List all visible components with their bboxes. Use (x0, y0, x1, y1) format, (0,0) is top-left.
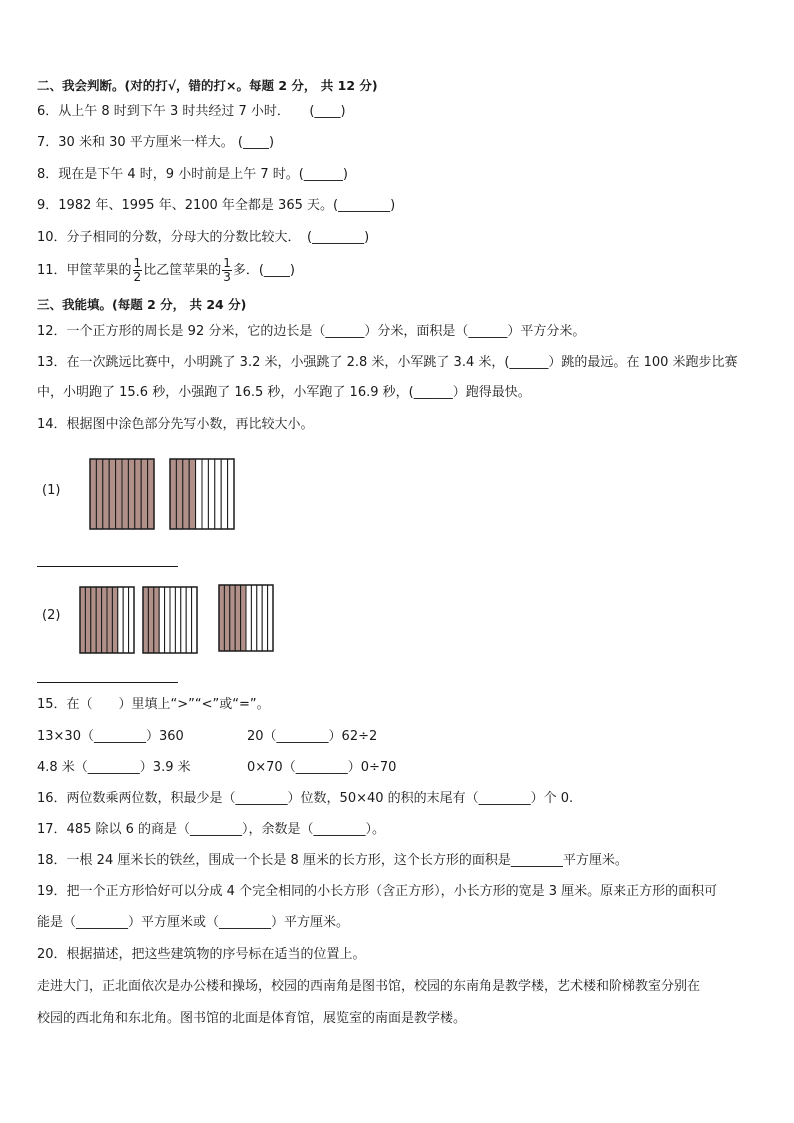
unshaded-strip (123, 587, 128, 653)
shaded-strip (112, 587, 117, 653)
unshaded-strip (175, 587, 180, 653)
question-19-line1: 19．把一个正方形恰好可以分成 4 个完全相同的小长方形（含正方形），小长方形的宽是 3 厘米。原来正方形的面积可 (37, 884, 718, 899)
shaded-strip (90, 459, 96, 529)
unshaded-strip (257, 585, 262, 651)
unshaded-strip (118, 587, 123, 653)
shaded-strip (135, 459, 141, 529)
fraction-half (133, 257, 143, 284)
strip-figure-2c (218, 584, 274, 652)
unshaded-strip (251, 585, 256, 651)
shaded-strip (102, 587, 107, 653)
question-20-description-line2: 校园的西北角和东北角。图书馆的北面是体育馆，展览室的南面是教学楼。 (37, 1011, 467, 1026)
shaded-strip (189, 459, 195, 529)
question-15: 15．在（ ）里填上“>”“<”或“=”。 (37, 697, 270, 712)
section-fill-heading: 三、我能填。(每题 2 分， 共 24 分) (37, 297, 247, 312)
question-11-prefix: 11．甲筐苹果的 (37, 263, 132, 278)
unshaded-strip (170, 587, 175, 653)
shaded-strip (230, 585, 235, 651)
unshaded-strip (228, 459, 234, 529)
question-8: 8．现在是下午 4 时，9 小时前是上午 7 时。(______) (37, 167, 348, 182)
unshaded-strip (221, 459, 227, 529)
question-15-item-c: 4.8 米（________）3.9 米 (37, 760, 191, 775)
question-17: 17．485 除以 6 的商是（________），余数是（________）。 (37, 822, 386, 837)
shaded-strip (85, 587, 90, 653)
shaded-strip (224, 585, 229, 651)
unshaded-strip (202, 459, 208, 529)
shaded-strip (109, 459, 115, 529)
unshaded-strip (129, 587, 134, 653)
unshaded-strip (246, 585, 251, 651)
fraction-half-denominator: 2 (133, 270, 142, 284)
question-19-line2: 能是（________）平方厘米或（________）平方厘米。 (37, 915, 350, 930)
shaded-strip (143, 587, 148, 653)
shaded-strip (176, 459, 182, 529)
question-11 (37, 256, 295, 286)
question-12: 12．一个正方形的周长是 92 分米，它的边长是（______）分米，面积是（______）平方分米。 (37, 324, 586, 339)
unshaded-strip (165, 587, 170, 653)
unshaded-strip (186, 587, 191, 653)
question-10: 10．分子相同的分数，分母大的分数比较大． (________) (37, 230, 370, 245)
question-9: 9．1982 年、1995 年、2100 年全都是 365 天。(________) (37, 198, 396, 213)
shaded-strip (128, 459, 134, 529)
shaded-strip (96, 587, 101, 653)
figure-set-1-label: (1) (42, 483, 61, 498)
fraction-half-numerator: 1 (133, 256, 142, 270)
question-15-item-d: 0×70（________）0÷70 (247, 760, 397, 775)
answer-rule-1 (37, 566, 178, 567)
shaded-strip (80, 587, 85, 653)
question-11-mid: 比乙筐苹果的 (143, 263, 222, 278)
fraction-third (222, 257, 232, 284)
question-20-description-line1: 走进大门，正北面依次是办公楼和操场，校园的西南角是图书馆，校园的东南角是教学楼，艺术楼和阶梯教室分别在 (37, 979, 701, 994)
question-18: 18．一根 24 厘米长的铁丝，围成一个长是 8 厘米的长方形，这个长方形的面积是________平方厘米。 (37, 853, 628, 868)
unshaded-strip (268, 585, 273, 651)
shaded-strip (96, 459, 102, 529)
section-judge-heading: 二、我会判断。(对的打√，错的打×。每题 2 分， 共 12 分) (37, 78, 378, 93)
unshaded-strip (215, 459, 221, 529)
question-15-item-b: 20（________）62÷2 (247, 729, 378, 744)
strip-figure-1a (89, 458, 155, 530)
question-7: 7．30 米和 30 平方厘米一样大。 (____) (37, 135, 275, 150)
question-6: 6．从上午 8 时到下午 3 时共经过 7 小时． (____) (37, 104, 346, 119)
shaded-strip (122, 459, 128, 529)
question-11-suffix: 多．(____) (232, 263, 295, 278)
shaded-strip (235, 585, 240, 651)
answer-rule-2 (37, 682, 178, 683)
shaded-strip (107, 587, 112, 653)
fraction-third-denominator: 3 (223, 270, 231, 284)
shaded-strip (219, 585, 224, 651)
shaded-strip (154, 587, 159, 653)
shaded-strip (116, 459, 122, 529)
shaded-strip (91, 587, 96, 653)
strip-figure-2a (79, 586, 135, 654)
question-15-item-a: 13×30（________）360 (37, 729, 184, 744)
shaded-strip (148, 459, 154, 529)
question-16: 16．两位数乘两位数，积最少是（________）位数，50×40 的积的末尾有（________）个 0. (37, 791, 574, 806)
shaded-strip (148, 587, 153, 653)
unshaded-strip (181, 587, 186, 653)
question-13-line2: 中，小明跑了 15.6 秒，小强跑了 16.5 秒，小军跑了 16.9 秒，(______）跑得最快。 (37, 385, 531, 400)
unshaded-strip (196, 459, 202, 529)
shaded-strip (141, 459, 147, 529)
strip-figure-1b (169, 458, 235, 530)
strip-figure-2b (142, 586, 198, 654)
unshaded-strip (208, 459, 214, 529)
shaded-strip (103, 459, 109, 529)
figure-set-2-label: (2) (42, 608, 61, 623)
fraction-third-numerator: 1 (223, 256, 231, 270)
unshaded-strip (262, 585, 267, 651)
shaded-strip (241, 585, 246, 651)
shaded-strip (183, 459, 189, 529)
unshaded-strip (159, 587, 164, 653)
question-13-line1: 13．在一次跳远比赛中，小明跳了 3.2 米，小强跳了 2.8 米，小军跳了 3.4 米，(______）跳的最远。在 100 米跑步比赛 (37, 355, 738, 370)
unshaded-strip (192, 587, 197, 653)
shaded-strip (170, 459, 176, 529)
question-20: 20．根据描述，把这些建筑物的序号标在适当的位置上。 (37, 947, 366, 962)
question-14: 14．根据图中涂色部分先写小数，再比较大小。 (37, 417, 314, 432)
